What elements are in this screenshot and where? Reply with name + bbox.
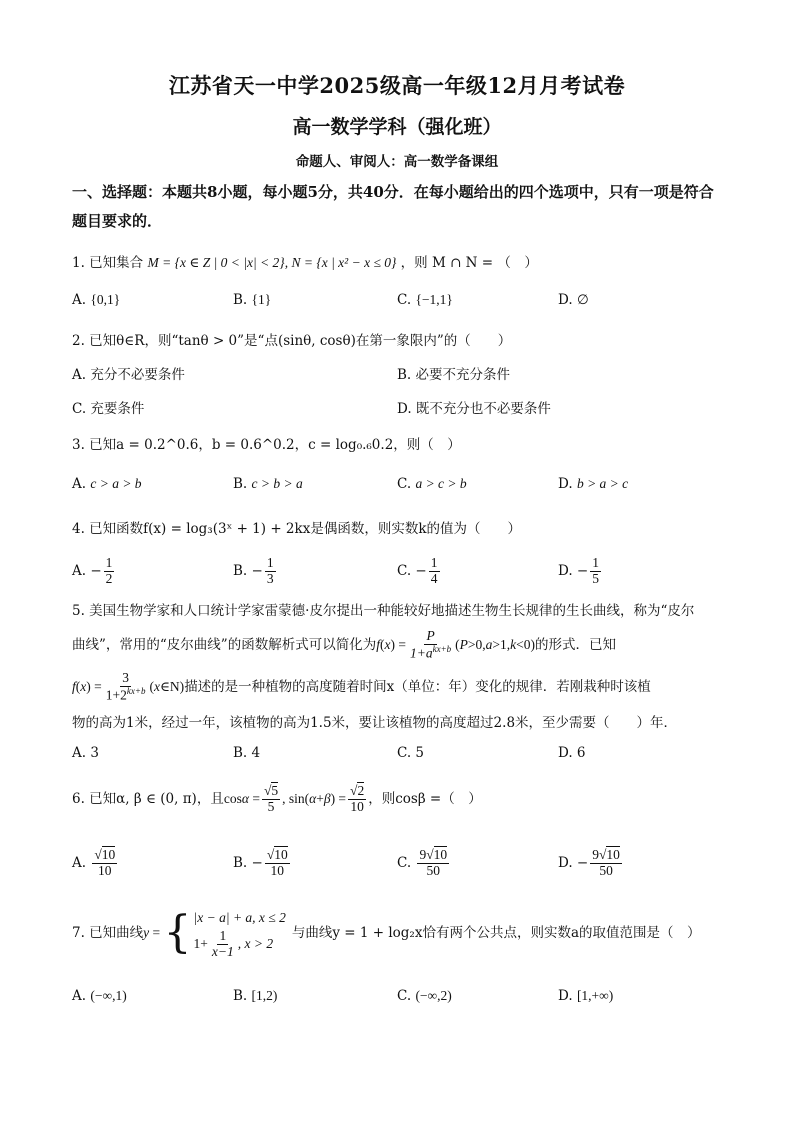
option-c[interactable]: C. (−∞,2) <box>397 988 452 1004</box>
option-c[interactable]: C. − 1 4 <box>397 554 438 586</box>
option-a[interactable]: A. √10 10 <box>72 846 116 878</box>
question-3-options <box>72 464 728 504</box>
option-a[interactable]: A. {0,1} <box>72 292 121 308</box>
option-b[interactable]: B. 必要不充分条件 <box>397 367 511 383</box>
question-1 <box>72 248 728 278</box>
option-b[interactable]: B. 4 <box>233 745 261 761</box>
question-6-options <box>72 838 728 888</box>
question-3: 3. 已知a = 0.2^0.6，b = 0.6^0.2，c = log₀.₆0.2，则（ ） <box>72 437 461 453</box>
exam-subtitle: 高一数学学科（强化班） <box>292 116 502 138</box>
question-1-suffix: ，则 M ∩ N = （ ） <box>400 255 538 271</box>
option-b[interactable]: B. − √10 10 <box>233 846 288 878</box>
option-a[interactable]: A. − 1 2 <box>72 554 113 586</box>
option-b[interactable]: B. − 1 3 <box>233 554 274 586</box>
question-4-options <box>72 548 728 594</box>
question-7-options <box>72 976 728 1016</box>
question-6: 6. 已知α, β ∈ (0, π)，且 cos α = $\frac{√5}{5}$ , sin( α + β ) = $\frac{√2}{10}$ ，则cosβ =（ ） <box>72 782 482 814</box>
question-2-options-row1 <box>72 358 728 388</box>
question-5-line-1: 5. 美国生物学家和人口统计学家雷蒙德·皮尔提出一种能较好地描述生物生长规律的生长曲线，称为“皮尔 <box>72 603 695 619</box>
option-b[interactable]: B. {1} <box>233 292 272 308</box>
question-5-options <box>72 738 728 768</box>
option-c[interactable]: C. 充要条件 <box>72 401 145 417</box>
question-5-line-4: 物的高为1米，经过一年，该植物的高为1.5米，要让该植物的高度超过2.8米，至少需要（ ）年． <box>72 715 678 731</box>
option-d[interactable]: D. − 1 5 <box>558 554 599 586</box>
option-d[interactable]: D. 既不充分也不必要条件 <box>397 401 551 417</box>
exam-title: 江苏省天一中学2025级高一年级12月月考试卷 <box>168 73 626 98</box>
option-d[interactable]: D. ∅ <box>558 292 589 308</box>
option-a[interactable]: A. 3 <box>72 745 99 761</box>
question-2-options-row2 <box>72 392 728 422</box>
option-c[interactable]: C. a > c > b <box>397 476 467 492</box>
question-7: 7. 已知曲线 y = { |x − a| + a, x ≤ 2 1+ 1 x−1 , x > 2 与曲线y = 1 + log₂x恰有两个公共点，则实数a的取值范围是（ ） <box>72 907 701 959</box>
option-c[interactable]: C. {−1,1} <box>397 292 453 308</box>
option-d[interactable]: D. − 9√10 50 <box>558 846 620 878</box>
option-c[interactable]: C. 5 <box>397 745 425 761</box>
option-d[interactable]: D. [1,+∞) <box>558 988 614 1004</box>
option-b[interactable]: B. [1,2) <box>233 988 278 1004</box>
piecewise-function: { |x − a| + a, x ≤ 2 1+ 1 x−1 , x > 2 <box>163 907 286 959</box>
option-b[interactable]: B. c > b > a <box>233 476 303 492</box>
question-1-sets: M = {x ∈ Z | 0 < |x| < 2}, N = {x | x² − x ≤ 0} <box>147 255 397 270</box>
section-heading: 一、选择题：本题共8小题，每小题5分，共40分．在每小题给出的四个选项中，只有一项是符合题目要求的． <box>72 183 714 230</box>
question-5-line-3: f ( x ) = $\frac{3}{1+2^{kx+b}}$ ( x ∈N) 描述的是一种植物的高度随着时间x（单位：年）变化的规律．若刚栽种时该植 <box>72 669 651 703</box>
exam-authors: 命题人、审阅人：高一数学备课组 <box>295 154 499 170</box>
option-c[interactable]: C. 9√10 50 <box>397 846 448 878</box>
option-d[interactable]: D. 6 <box>558 745 586 761</box>
option-a[interactable]: A. (−∞,1) <box>72 988 127 1004</box>
question-1-options <box>72 280 728 320</box>
option-a[interactable]: A. c > a > b <box>72 476 142 492</box>
question-2: 2. 已知θ∈R，则“tanθ > 0”是“点(sinθ, cosθ)在第一象限内”的（ ） <box>72 333 512 349</box>
question-4: 4. 已知函数f(x) = log₃(3ˣ + 1) + 2kx是偶函数，则实数k的值为（ ） <box>72 521 521 537</box>
option-a[interactable]: A. 充分不必要条件 <box>72 367 185 383</box>
question-1-prefix: 1. 已知集合 <box>72 255 144 271</box>
option-d[interactable]: D. b > a > c <box>558 476 629 492</box>
question-5-line-2: 曲线”，常用的“皮尔曲线”的函数解析式可以简化为 f ( x ) = P $1+a^{kx+b}$ ( P >0, a >1, k <0) 的形式．已知 <box>72 627 617 661</box>
